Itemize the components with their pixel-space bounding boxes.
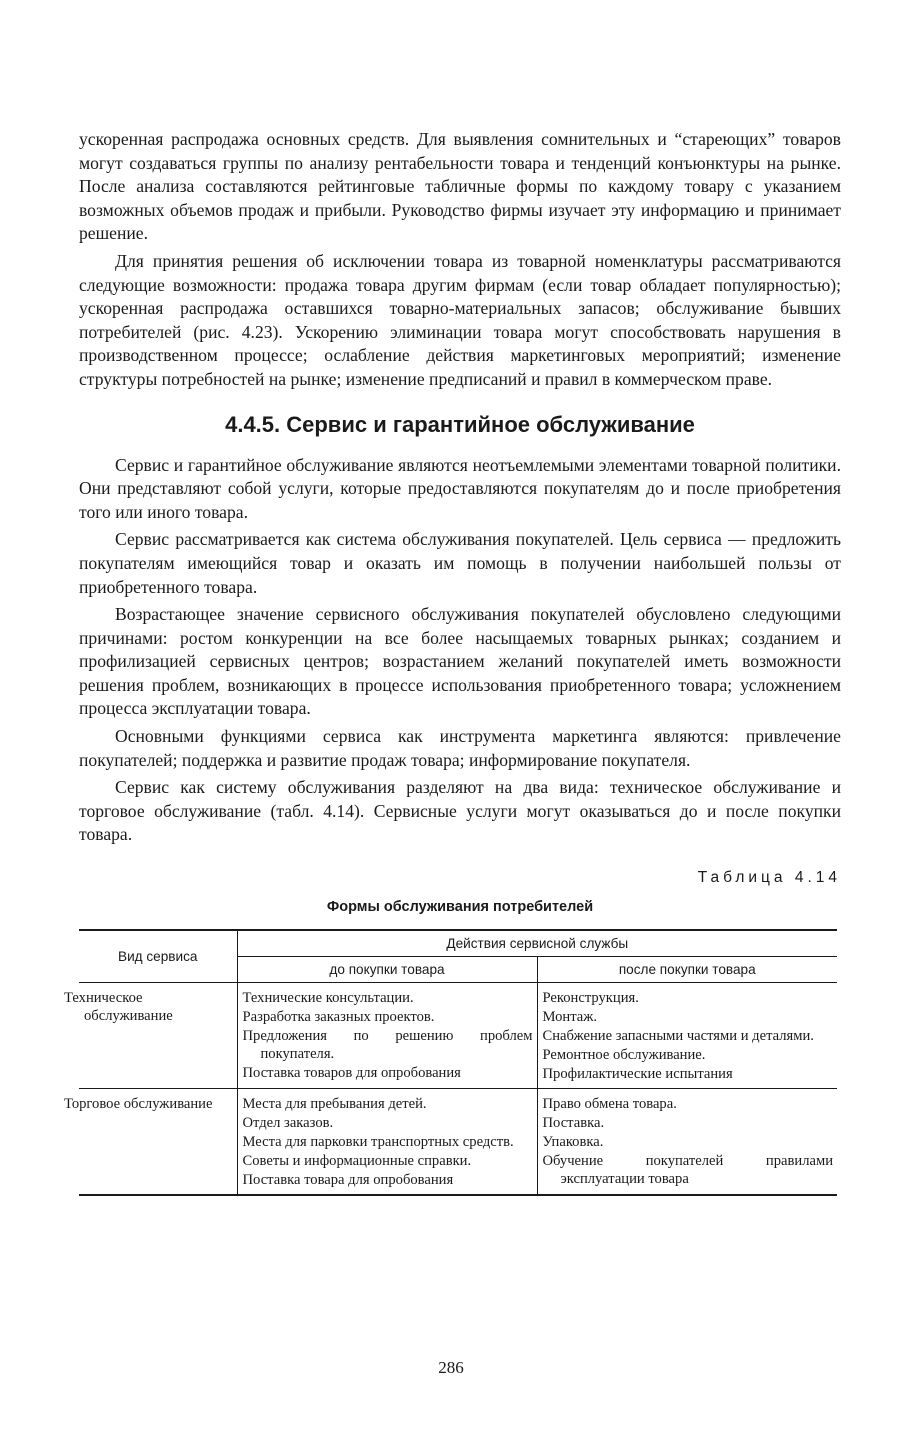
row-before	[237, 983, 537, 1089]
service-forms-table	[64, 929, 837, 1196]
list-item: Поставка товаров для опробования	[242, 1065, 461, 1082]
header-actions: Действия сервисной службы	[237, 930, 837, 957]
list-item: Поставка товара для опробования	[242, 1172, 454, 1189]
paragraph-service-goal: Сервис рассматривается как система обслуживания покупателей. Цель сервиса — предложить покупателям имеющийся товар и оказать им помощь в получении наибольшей пользы от приобретенного товара.	[79, 529, 841, 597]
list-item: Монтаж.	[542, 1009, 597, 1026]
list-item: Технические консультации.	[242, 990, 414, 1007]
list-item: Упаковка.	[542, 1134, 604, 1151]
paragraph-continued: ускоренная распродажа основных средств. Для выявления сомнительных и “стареющих” товаров могут создаваться группы по анализу рентабельности товара и тенденций конъюнктуры на рынке. После анализа составляются рейтинговые табличные формы по каждому товару с указанием возможных объемов продаж и прибыли. Руководство фирмы изучает эту информацию и принимает решение.	[79, 129, 841, 244]
list-item: Места для парковки транспортных средств.	[242, 1134, 514, 1151]
list-item: Профилактические испытания	[542, 1066, 733, 1083]
table-title: Формы обслуживания потребителей	[326, 899, 594, 916]
paragraph-service-reasons: Возрастающее значение сервисного обслуживания покупателей обусловлено следующими причинами: ростом конкуренции на все более насыщаемых товарных рынках; созданием и профилизацией сервисных центров; возрастанием желаний покупателей иметь возможности решения проблем, возникающих в процессе использования приобретенного товара; усложнением процесса эксплуатации товара.	[79, 604, 841, 719]
row-kind: Техническое обслуживание	[79, 983, 237, 1089]
table-row	[79, 983, 837, 1089]
row-after	[537, 1089, 837, 1196]
list-item: Места для пребывания детей.	[242, 1096, 427, 1113]
list-item: Предложения по решению проблем покупателя.	[242, 1028, 533, 1063]
list-item: Советы и информационные справки.	[242, 1153, 472, 1170]
header-kind: Вид сервиса	[79, 930, 237, 983]
row-before	[237, 1089, 537, 1196]
list-item: Отдел заказов.	[242, 1115, 334, 1132]
header-after: после покупки товара	[537, 957, 837, 983]
row-after	[537, 983, 837, 1089]
section-title: 4.4.5. Сервис и гарантийное обслуживание	[225, 411, 695, 437]
list-item: Ремонтное обслуживание.	[542, 1047, 706, 1064]
paragraph-service-types: Сервис как систему обслуживания разделяют на два вида: техническое обслуживание и торговое обслуживание (табл. 4.14). Сервисные услуги могут оказываться до и после покупки товара.	[79, 777, 841, 845]
paragraph-elimination: Для принятия решения об исключении товара из товарной номенклатуры рассматриваются следующие возможности: продажа товара другим фирмам (если товар обладает популярностью); ускоренная распродажа оставшихся товарно-материальных запасов; обслуживание бывших потребителей (рис. 4.23). Ускорению элиминации товара могут способствовать нарушения в производственном процессе; ослабление действия маркетинговых мероприятий; изменение структуры потребностей на рынке; изменение предписаний и правил в коммерческом праве.	[79, 250, 841, 389]
page-number: 286	[438, 1358, 464, 1377]
table-label: Таблица 4.14	[697, 869, 841, 887]
paragraph-service-definition: Сервис и гарантийное обслуживание являются неотъемлемыми элементами товарной политики. Они представляют собой услуги, которые предоставляются покупателям до и после приобретения того или иного товара.	[79, 454, 841, 522]
row-kind: Торговое обслуживание	[79, 1089, 237, 1196]
list-item: Обучение покупателей правилами эксплуатации товара	[542, 1153, 834, 1188]
list-item: Разработка заказных проектов.	[242, 1009, 435, 1026]
list-item: Снабжение запасными частями и деталями.	[542, 1028, 814, 1045]
page-content	[64, 128, 841, 1196]
header-before: до покупки товара	[237, 957, 537, 983]
list-item: Реконструкция.	[542, 990, 639, 1007]
table-row	[79, 1089, 837, 1196]
paragraph-service-functions: Основными функциями сервиса как инструмента маркетинга являются: привлечение покупателей; поддержка и развитие продаж товара; информирование покупателя.	[79, 726, 841, 770]
list-item: Поставка.	[542, 1115, 605, 1132]
list-item: Право обмена товара.	[542, 1096, 677, 1113]
